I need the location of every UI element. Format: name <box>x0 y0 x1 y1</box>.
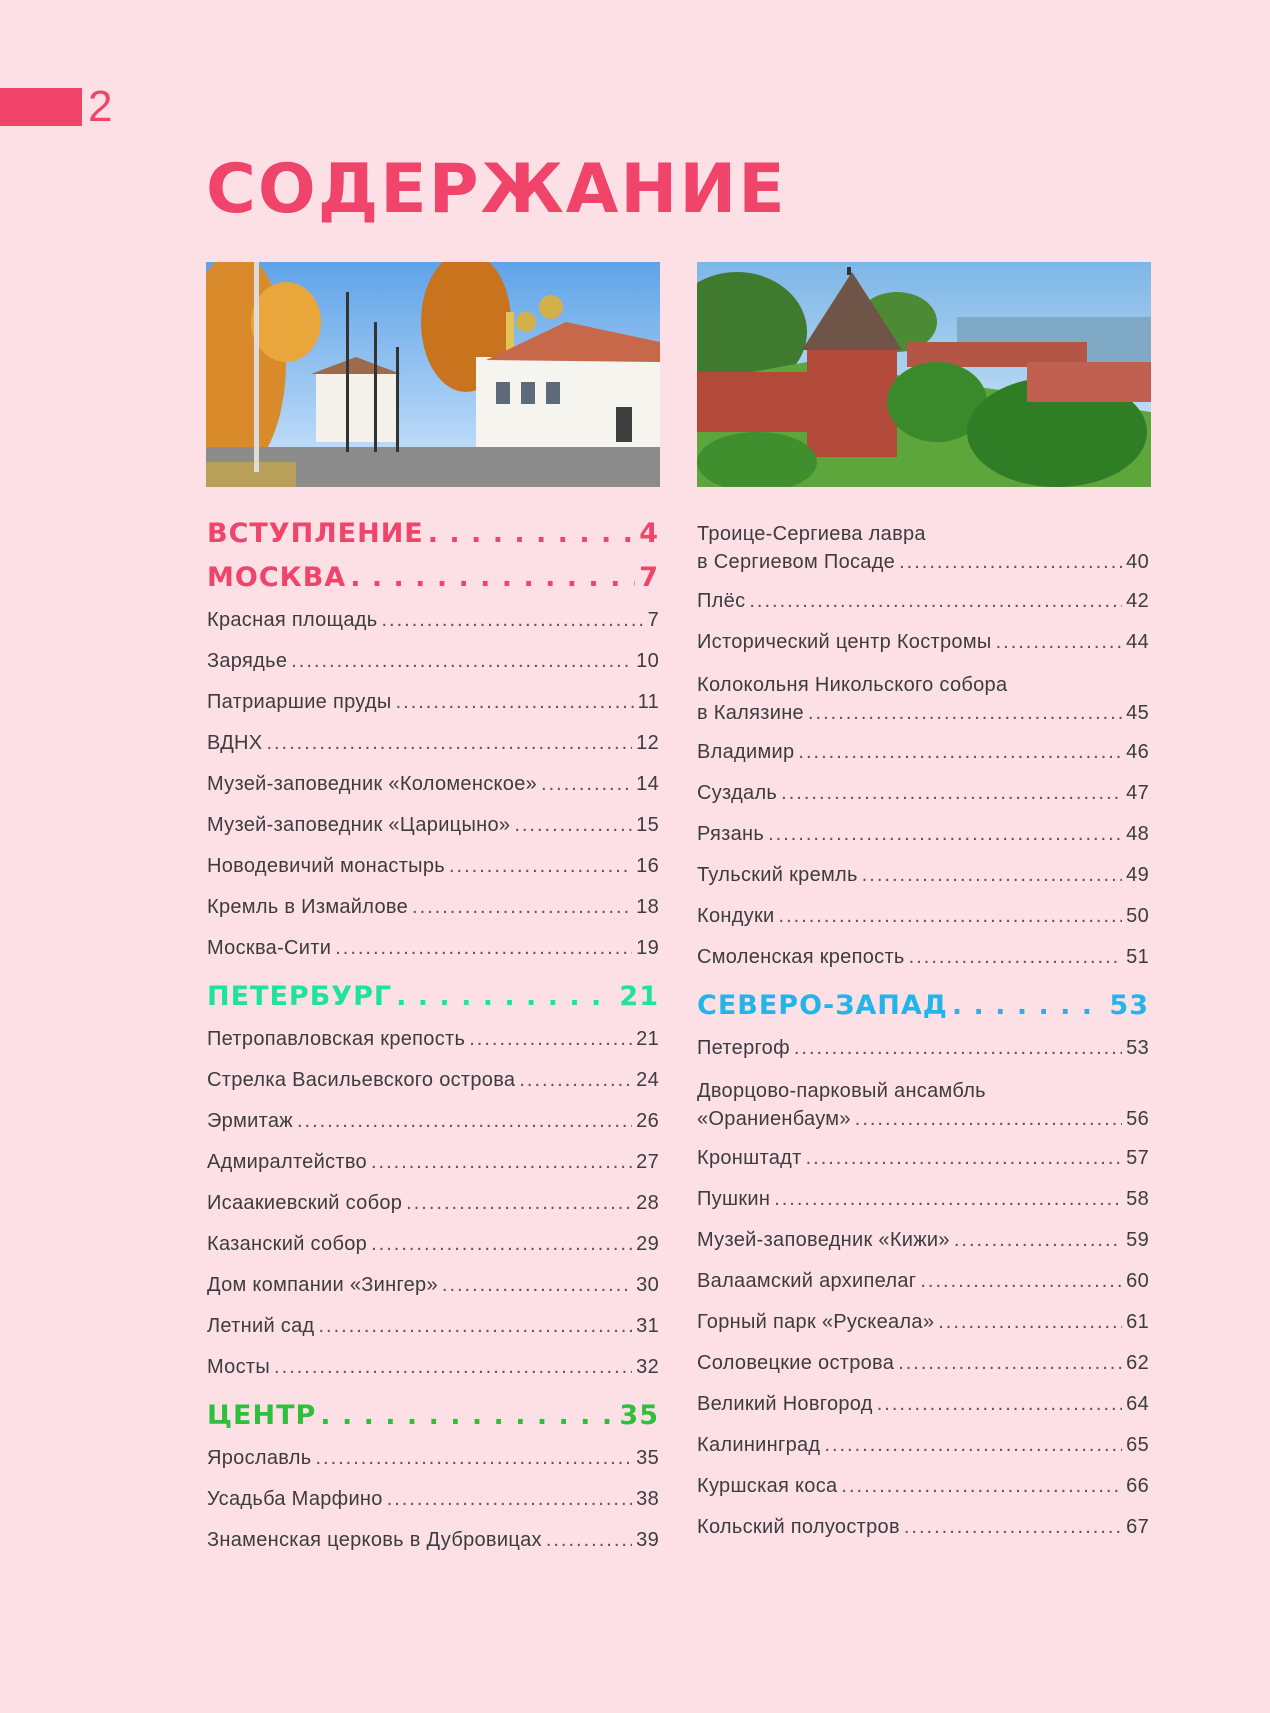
entry-page: 44 <box>1126 631 1149 653</box>
toc-entry[interactable] <box>207 1479 659 1520</box>
toc-entry[interactable] <box>697 1179 1149 1220</box>
entry-page: 59 <box>1126 1229 1149 1251</box>
entry-page: 66 <box>1126 1475 1149 1497</box>
entry-label: Плёс <box>697 590 746 612</box>
toc-section-center[interactable] <box>207 1394 659 1438</box>
toc-list-north-west <box>697 1138 1149 1548</box>
toc-entry[interactable] <box>207 1306 659 1347</box>
toc-entry[interactable] <box>697 581 1149 622</box>
entry-label-line2: «Ораниенбаум» <box>697 1108 851 1130</box>
entry-page: 26 <box>636 1110 659 1132</box>
entry-label: Дом компании «Зингер» <box>207 1274 438 1296</box>
entry-page: 24 <box>636 1069 659 1091</box>
toc-entry[interactable] <box>207 846 659 887</box>
entry-page: 50 <box>1126 905 1149 927</box>
toc-list-center <box>207 1438 659 1561</box>
toc-entry[interactable] <box>697 732 1149 773</box>
entry-label: Великий Новгород <box>697 1393 873 1415</box>
entry-page: 7 <box>647 609 659 631</box>
entry-page: 31 <box>636 1315 659 1337</box>
toc-entry-oranienbaum[interactable] <box>697 1069 1149 1138</box>
section-page: 53 <box>1109 990 1149 1021</box>
section-title: ЦЕНТР <box>207 1400 317 1431</box>
toc-entry[interactable] <box>207 641 659 682</box>
entry-page: 51 <box>1126 946 1149 968</box>
toc-entry[interactable] <box>697 937 1149 978</box>
entry-page: 42 <box>1126 590 1149 612</box>
entry-page: 49 <box>1126 864 1149 886</box>
entry-page: 61 <box>1126 1311 1149 1333</box>
entry-page: 56 <box>1126 1108 1149 1130</box>
entry-page: 58 <box>1126 1188 1149 1210</box>
section-page: 7 <box>639 562 659 593</box>
entry-label: Тульский кремль <box>697 864 858 886</box>
toc-entry[interactable] <box>207 928 659 969</box>
entry-label: Мосты <box>207 1356 271 1378</box>
entry-page: 40 <box>1126 551 1149 573</box>
toc-list-center-cont-b <box>697 732 1149 978</box>
entry-label: Усадьба Марфино <box>207 1488 383 1510</box>
entry-page: 16 <box>636 855 659 877</box>
toc-entry[interactable] <box>207 723 659 764</box>
entry-page: 30 <box>636 1274 659 1296</box>
toc-entry[interactable] <box>207 1265 659 1306</box>
toc-entry[interactable] <box>697 896 1149 937</box>
toc-entry[interactable] <box>207 764 659 805</box>
entry-label: Соловецкие острова <box>697 1352 895 1374</box>
entry-label: Горный парк «Рускеала» <box>697 1311 935 1333</box>
toc-section-north-west[interactable] <box>697 984 1149 1028</box>
entry-label: Музей-заповедник «Коломенское» <box>207 773 538 795</box>
entry-label: Суздаль <box>697 782 778 804</box>
entry-page: 53 <box>1126 1037 1149 1059</box>
toc-entry[interactable] <box>697 1220 1149 1261</box>
toc-entry-troitse[interactable] <box>697 512 1149 581</box>
toc-entry-kolokolnya[interactable] <box>697 663 1149 732</box>
section-title: МОСКВА <box>207 562 347 593</box>
entry-page: 46 <box>1126 741 1149 763</box>
entry-page: 14 <box>636 773 659 795</box>
entry-label: Кремль в Измайлове <box>207 896 409 918</box>
entry-page: 12 <box>636 732 659 754</box>
toc-entry[interactable] <box>697 1343 1149 1384</box>
entry-label: Рязань <box>697 823 765 845</box>
toc-entry[interactable] <box>697 1138 1149 1179</box>
section-title: ПЕТЕРБУРГ <box>207 981 393 1012</box>
photo-autumn-street <box>206 262 660 487</box>
entry-page: 11 <box>637 691 659 713</box>
entry-label: Москва-Сити <box>207 937 332 959</box>
entry-label: ВДНХ <box>207 732 263 754</box>
toc-entry[interactable] <box>207 1347 659 1388</box>
entry-label: Калининград <box>697 1434 821 1456</box>
entry-page: 48 <box>1126 823 1149 845</box>
entry-page: 38 <box>636 1488 659 1510</box>
toc-entry[interactable] <box>207 1019 659 1060</box>
toc-entry[interactable] <box>207 1060 659 1101</box>
entry-page: 57 <box>1126 1147 1149 1169</box>
toc-entry[interactable] <box>697 855 1149 896</box>
entry-page: 28 <box>636 1192 659 1214</box>
photo-kremlin-tower <box>697 262 1151 487</box>
entry-page: 35 <box>636 1447 659 1469</box>
toc-list-peterburg <box>207 1019 659 1388</box>
entry-page: 62 <box>1126 1352 1149 1374</box>
entry-page: 10 <box>636 650 659 672</box>
entry-page: 60 <box>1126 1270 1149 1292</box>
entry-page: 45 <box>1126 702 1149 724</box>
toc-section-peterburg[interactable] <box>207 975 659 1019</box>
toc-entry[interactable] <box>697 1507 1149 1548</box>
entry-label: Красная площадь <box>207 609 378 631</box>
entry-label: Исаакиевский собор <box>207 1192 403 1214</box>
entry-label: Новодевичий монастырь <box>207 855 445 877</box>
toc-list-moscow <box>207 600 659 969</box>
toc-entry[interactable] <box>697 1261 1149 1302</box>
toc-entry[interactable] <box>697 773 1149 814</box>
entry-label: Летний сад <box>207 1315 315 1337</box>
entry-label: Исторический центр Костромы <box>697 631 992 653</box>
entry-label: Смоленская крепость <box>697 946 905 968</box>
entry-label: Петергоф <box>697 1037 790 1059</box>
entry-label: Музей-заповедник «Кижи» <box>697 1229 950 1251</box>
entry-label: Кронштадт <box>697 1147 802 1169</box>
toc-entry[interactable] <box>207 1520 659 1561</box>
section-page: 35 <box>619 1400 659 1431</box>
entry-label: Адмиралтейство <box>207 1151 367 1173</box>
toc-entry[interactable] <box>207 1142 659 1183</box>
entry-page: 18 <box>636 896 659 918</box>
section-page: 4 <box>639 518 659 549</box>
entry-page: 32 <box>636 1356 659 1378</box>
entry-label: Эрмитаж <box>207 1110 293 1132</box>
toc-entry[interactable] <box>207 682 659 723</box>
toc-entry[interactable] <box>207 600 659 641</box>
toc-entry[interactable] <box>207 1224 659 1265</box>
toc-entry[interactable] <box>207 805 659 846</box>
toc-entry[interactable] <box>697 814 1149 855</box>
page-marker-bar <box>0 88 82 126</box>
entry-page: 64 <box>1126 1393 1149 1415</box>
toc-right-column <box>697 512 1149 1548</box>
toc-entry[interactable] <box>697 622 1149 663</box>
toc-entry-peterhof[interactable] <box>697 1028 1149 1069</box>
entry-label-line2: в Сергиевом Посаде <box>697 551 896 573</box>
toc-entry[interactable] <box>697 1384 1149 1425</box>
entry-page: 27 <box>636 1151 659 1173</box>
toc-entry[interactable] <box>207 1101 659 1142</box>
entry-label-line1: Дворцово-парковый ансамбль <box>697 1080 986 1102</box>
section-page: 21 <box>619 981 659 1012</box>
entry-label: Зарядье <box>207 650 288 672</box>
entry-page: 67 <box>1126 1516 1149 1538</box>
toc-list-center-cont-a <box>697 581 1149 663</box>
entry-page: 19 <box>636 937 659 959</box>
page-title: СОДЕРЖАНИЕ <box>206 150 787 229</box>
toc-section-moscow[interactable] <box>207 556 659 600</box>
entry-label-line1: Колокольня Никольского собора <box>697 674 1008 696</box>
section-title: ВСТУПЛЕНИЕ <box>207 518 424 549</box>
entry-label: Знаменская церковь в Дубровицах <box>207 1529 542 1551</box>
entry-label: Ярославль <box>207 1447 312 1469</box>
section-title: СЕВЕРО-ЗАПАД <box>697 990 948 1021</box>
entry-page: 15 <box>636 814 659 836</box>
entry-label: Петропавловская крепость <box>207 1028 466 1050</box>
entry-label: Пушкин <box>697 1188 771 1210</box>
toc-entry[interactable] <box>207 1183 659 1224</box>
entry-page: 65 <box>1126 1434 1149 1456</box>
toc-entry[interactable] <box>697 1302 1149 1343</box>
page-number: 2 <box>88 82 113 131</box>
entry-label: Музей-заповедник «Царицыно» <box>207 814 511 836</box>
toc-entry[interactable] <box>207 1438 659 1479</box>
toc-section-intro[interactable] <box>207 512 659 556</box>
entry-label: Валаамский архипелаг <box>697 1270 917 1292</box>
entry-page: 39 <box>636 1529 659 1551</box>
entry-page: 21 <box>636 1028 659 1050</box>
toc-entry[interactable] <box>697 1466 1149 1507</box>
toc-left-column <box>207 512 659 1561</box>
entry-label-line1: Троице-Сергиева лавра <box>697 523 926 545</box>
entry-label-line2: в Калязине <box>697 702 804 724</box>
toc-entry[interactable] <box>697 1425 1149 1466</box>
entry-label: Стрелка Васильевского острова <box>207 1069 516 1091</box>
entry-label: Кондуки <box>697 905 775 927</box>
toc-entry[interactable] <box>207 887 659 928</box>
entry-label: Казанский собор <box>207 1233 368 1255</box>
entry-page: 47 <box>1126 782 1149 804</box>
entry-label: Кольский полуостров <box>697 1516 900 1538</box>
entry-page: 29 <box>636 1233 659 1255</box>
entry-label: Владимир <box>697 741 795 763</box>
entry-label: Куршская коса <box>697 1475 838 1497</box>
entry-label: Патриаршие пруды <box>207 691 392 713</box>
